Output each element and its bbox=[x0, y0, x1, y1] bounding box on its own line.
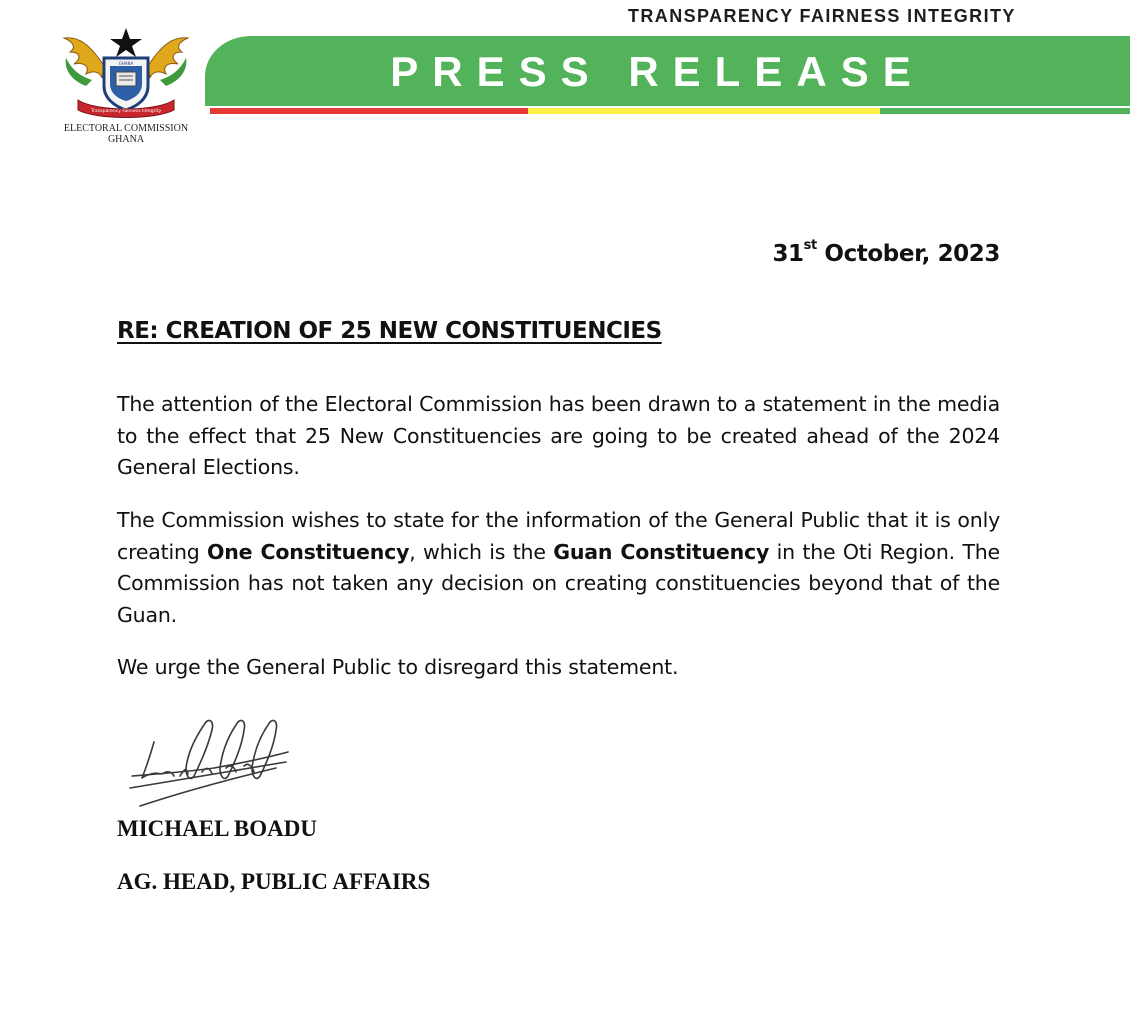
date-day: 31 bbox=[772, 241, 804, 267]
paragraph-3: We urge the General Public to disregard this statement. bbox=[117, 655, 679, 679]
flag-stripe-red bbox=[210, 108, 528, 114]
paragraph-2-text-b: , which is the bbox=[409, 539, 554, 564]
date-suffix: st bbox=[803, 238, 817, 254]
paragraph-2-bold-b: Guan Constituency bbox=[553, 539, 770, 564]
banner-title: PRESS RELEASE bbox=[390, 48, 925, 95]
letter-date bbox=[772, 238, 1000, 267]
paragraph-1: The attention of the Electoral Commission has been drawn to a statement in the media to the effect that 25 New Constituencies are going to be created ahead of the 2024 General Elections. bbox=[117, 392, 1000, 479]
banner bbox=[205, 36, 1130, 106]
svg-text:GHANA: GHANA bbox=[118, 61, 134, 66]
logo-motto: Transparency Fairness Integrity bbox=[90, 109, 162, 114]
electoral-commission-logo bbox=[56, 26, 196, 122]
tagline: TRANSPARENCY FAIRNESS INTEGRITY bbox=[628, 6, 1016, 26]
signatory-name: MICHAEL BOADU bbox=[117, 816, 317, 841]
handwritten-signature bbox=[126, 716, 296, 812]
flag-stripe-yellow bbox=[528, 108, 880, 114]
paragraph-2-text-c: in the Oti Region. The Commission has not taken any decision on creating constituencies beyond that of the Guan. bbox=[117, 539, 1000, 627]
date-month-year: October, 2023 bbox=[816, 241, 1000, 267]
flag-stripe-green bbox=[880, 108, 1130, 114]
paragraph-2-text-a: The Commission wishes to state for the information of the General Public that it is only creating bbox=[117, 508, 1000, 564]
paragraph-2 bbox=[117, 505, 1000, 631]
org-name-line2: GHANA bbox=[107, 134, 145, 145]
signatory-title: AG. HEAD, PUBLIC AFFAIRS bbox=[117, 869, 431, 894]
subject-heading: RE: CREATION OF 25 NEW CONSTITUENCIES bbox=[117, 318, 662, 344]
paragraph-2-bold-a: One Constituency bbox=[207, 539, 410, 564]
org-name-line1: ELECTORAL COMMISSION bbox=[63, 123, 189, 134]
